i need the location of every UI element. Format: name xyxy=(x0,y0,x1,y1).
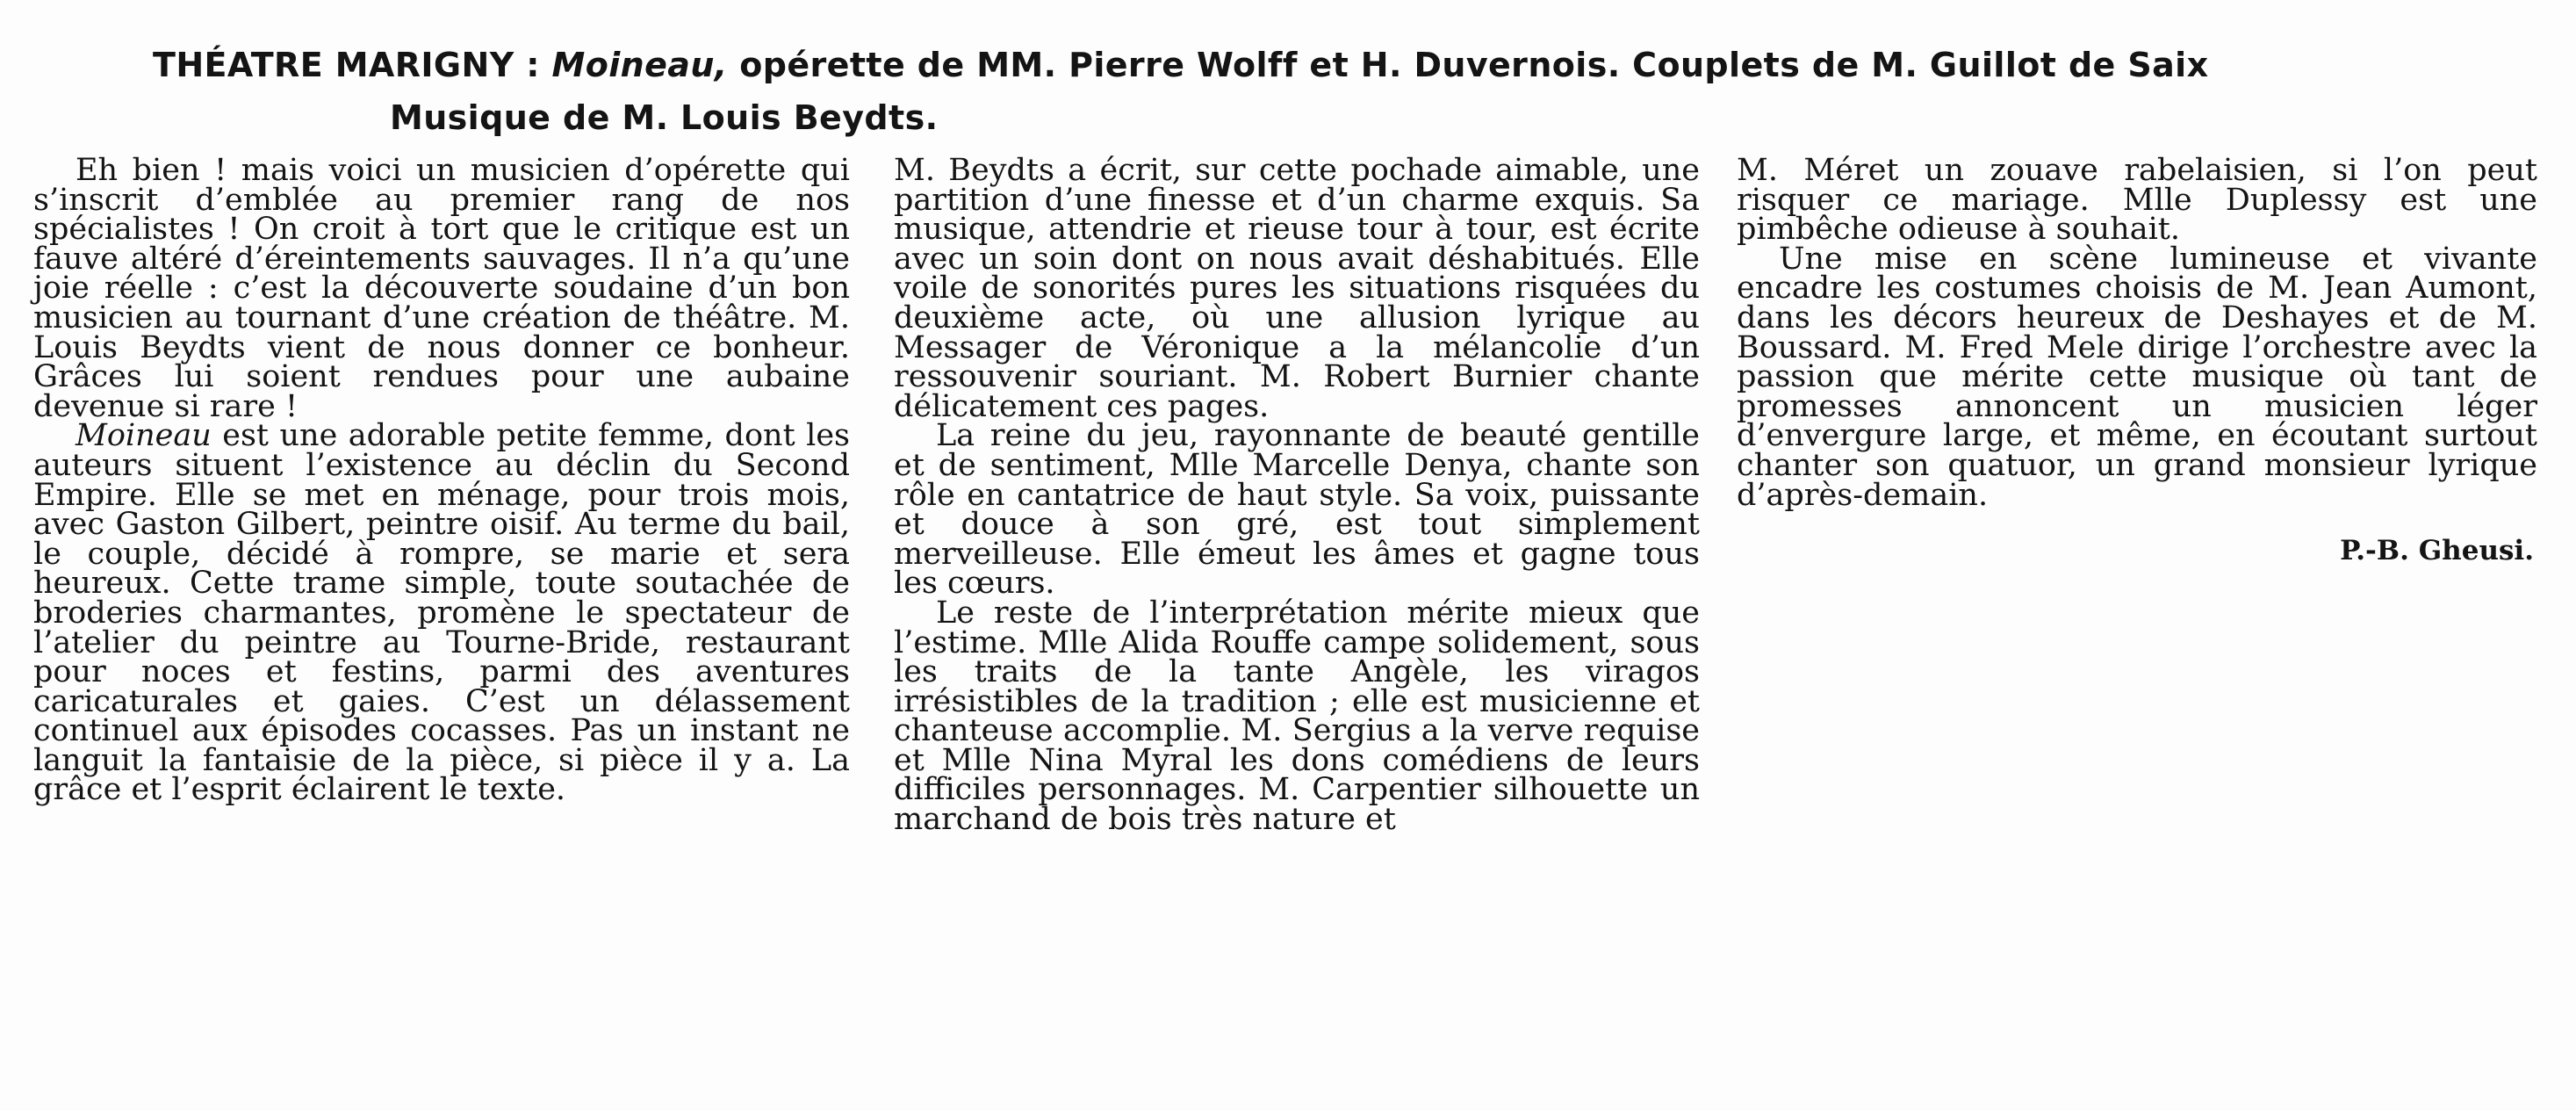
author-signature: P.-B. Gheusi. xyxy=(2340,535,2534,567)
headline-work-title: Moineau, xyxy=(551,46,728,84)
paragraph: La reine du jeu, rayonnante de beauté gentille et de sentiment, Mlle Marcelle Denya, chante son rôle en cantatrice de haut style. Sa voix, puissante et douce à son gré, est tout simplement merveilleuse. Elle émeut les âmes et gagne tous les cœurs. xyxy=(894,418,1700,602)
headline-music-credit: Musique de M. Louis Beydts. xyxy=(390,98,939,137)
headline-venue: THÉATRE MARIGNY : xyxy=(153,46,540,84)
work-title-inline: Moineau xyxy=(76,418,212,454)
paragraph: Eh bien ! mais voici un musicien d’opérette qui s’inscrit d’emblée au premier rang de nos spécialistes ! On croit à tort que le critique est un fauve altéré d’éreintements sauvages. Il n’a qu’une joie réelle : c’est la découverte soudaine d’un bon musicien au tournant d’une création de théâtre. M. Louis Beydts vient de nous donner ce bonheur. Grâces lui soient rendues pour une aubaine devenue si rare ! xyxy=(33,153,850,424)
article-column-3 xyxy=(1737,153,2537,567)
paragraph: M. Beydts a écrit, sur cette pochade aimable, une partition d’une finesse et d’un charme exquis. Sa musique, attendrie et rieuse tour à tour, est écrite avec un soin dont on nous avait déshabitués. Elle voile de sonorités pures les situations risquées du deuxième acte, où une allusion lyrique au Messager de Véronique a la mélancolie d’un ressouvenir souriant. M. Robert Burnier chante délicatement ces pages. xyxy=(894,153,1700,424)
article-column-2 xyxy=(894,153,1700,838)
paragraph xyxy=(33,418,850,808)
headline-credits: opérette de MM. Pierre Wolff et H. Duvernois. Couplets de M. Guillot de Saix xyxy=(739,46,2209,84)
paragraph: Le reste de l’interprétation mérite mieux que l’estime. Mlle Alida Rouffe campe solidement, sous les traits de la tante Angèle, les viragos irrésistibles de la tradition ; elle est musicienne et chanteuse accomplie. M. Sergius a la verve requise et Mlle Nina Myral les dons comédiens de leurs difficiles personnages. M. Carpentier silhouette un marchand de bois très nature et xyxy=(894,595,1700,838)
article-headline xyxy=(153,39,2506,144)
paragraph: Une mise en scène lumineuse et vivante encadre les costumes choisis de M. Jean Aumont, dans les décors heureux de Deshayes et de M. Boussard. M. Fred Mele dirige l’orchestre avec la passion que mérite cette musique où tant de promesses annoncent un musicien léger d’envergure large, et même, en écoutant surtout chanter son quatuor, un grand monsieur lyrique d’après-demain. xyxy=(1737,241,2537,513)
article-column-1 xyxy=(33,153,850,808)
paragraph: M. Méret un zouave rabelaisien, si l’on peut risquer ce mariage. Mlle Duplessy est une pimbêche odieuse à souhait. xyxy=(1737,153,2537,248)
paragraph-text: est une adorable petite femme, dont les auteurs situent l’existence au déclin du Second Empire. Elle se met en ménage, pour trois mois, avec Gaston Gilbert, peintre oisif. Au terme du bail, le couple, décidé à rompre, se marie et sera heureux. Cette trame simple, toute soutachée de broderies charmantes, promène le spectateur de l’atelier du peintre au Tourne-Bride, restaurant pour noces et festins, parmi des aventures caricaturales et gaies. C’est un délassement continuel aux épisodes cocasses. Pas un instant ne languit la fantaisie de la pièce, si pièce il y a. La grâce et l’esprit éclairent le texte. xyxy=(33,418,850,808)
